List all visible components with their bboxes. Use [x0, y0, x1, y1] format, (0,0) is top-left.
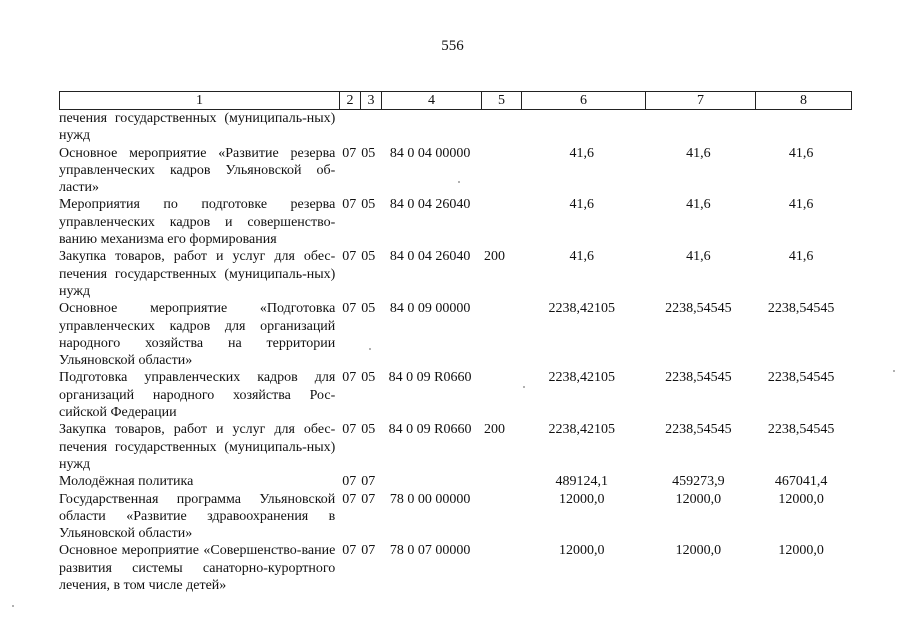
row-subsection: 07	[361, 543, 376, 559]
page-number: 556	[441, 38, 464, 54]
table-body	[59, 110, 849, 594]
row-subsection: 05	[361, 370, 376, 386]
row-value-8: 12000,0	[778, 491, 824, 507]
row-name: Закупка товаров, работ и услуг для обес-печения государственных (муниципаль-ных) нужд	[59, 249, 336, 299]
row-value-7: 41,6	[686, 145, 711, 161]
row-value-8: 2238,54545	[767, 422, 835, 438]
header-col-2: 2	[340, 92, 361, 110]
table-row	[59, 473, 849, 490]
row-target-code: 84 0 09 R0660	[388, 370, 472, 386]
table-row	[59, 196, 849, 248]
table-row	[59, 248, 849, 300]
row-value-6: 12000,0	[558, 543, 605, 559]
row-target-code: 78 0 00 00000	[389, 491, 471, 507]
table-row	[59, 542, 849, 594]
row-target-code: 84 0 04 00000	[389, 145, 471, 161]
row-target-code: 84 0 09 R0660	[388, 422, 472, 438]
scan-speck	[458, 181, 460, 183]
row-subsection: 05	[361, 249, 376, 265]
row-value-6: 41,6	[569, 249, 594, 265]
row-subsection: 05	[361, 301, 376, 317]
scan-speck	[369, 348, 371, 350]
row-target-code: 84 0 09 00000	[389, 301, 471, 317]
row-name: Основное мероприятие «Совершенство-вание развития системы санаторно-курортного лечения, в том числе детей»	[59, 543, 336, 594]
row-section: 07	[342, 422, 357, 438]
row-value-6: 489124,1	[555, 474, 608, 490]
table-row	[59, 421, 849, 473]
row-expense-type: 200	[483, 422, 505, 438]
row-value-8: 2238,54545	[767, 370, 835, 386]
row-name: Основное мероприятие «Развитие резерва управленческих кадров Ульяновской об-ласти»	[59, 145, 336, 196]
row-value-8: 467041,4	[774, 474, 828, 490]
header-col-7: 7	[646, 92, 756, 110]
row-name: Мероприятия по подготовке резерва управленческих кадров и совершенство-ванию механизма его формирования	[59, 197, 336, 248]
row-subsection: 05	[361, 422, 376, 438]
row-value-8: 41,6	[788, 197, 814, 213]
header-col-1: 1	[60, 92, 340, 110]
scan-speck	[893, 370, 895, 372]
row-subsection: 07	[361, 474, 376, 490]
row-value-8: 41,6	[788, 145, 814, 161]
row-target-code: 84 0 04 26040	[389, 197, 471, 213]
row-value-8: 2238,54545	[767, 301, 835, 317]
row-target-code: 78 0 07 00000	[389, 543, 471, 559]
row-section: 07	[342, 491, 357, 507]
row-name: печения государственных (муниципаль-ных) нужд	[59, 111, 336, 144]
row-value-7: 459273,9	[672, 474, 725, 490]
row-subsection: 05	[361, 145, 376, 161]
row-value-8: 41,6	[788, 249, 814, 265]
row-name: Основное мероприятие «Подготовка управленческих кадров для организаций народного хозяйства на территории Ульяновской области»	[59, 301, 336, 369]
header-col-4: 4	[382, 92, 482, 110]
row-target-code: 84 0 04 26040	[389, 249, 471, 265]
header-col-6: 6	[522, 92, 646, 110]
row-value-6: 2238,42105	[548, 370, 615, 386]
row-name: Государственная программа Ульяновской области «Развитие здравоохранения в Ульяновской области»	[59, 491, 336, 542]
row-section: 07	[342, 249, 357, 265]
table-row	[59, 145, 849, 197]
row-value-6: 12000,0	[558, 491, 605, 507]
row-value-6: 41,6	[569, 197, 594, 213]
row-value-7: 12000,0	[675, 491, 722, 507]
row-name: Закупка товаров, работ и услуг для обес-печения государственных (муниципаль-ных) нужд	[59, 422, 336, 472]
row-value-7: 2238,54545	[665, 301, 732, 317]
row-section: 07	[342, 543, 357, 559]
header-col-3: 3	[361, 92, 382, 110]
table-row	[59, 110, 849, 145]
row-value-6: 2238,42105	[548, 301, 615, 317]
table-row	[59, 369, 849, 421]
row-value-7: 41,6	[686, 249, 711, 265]
row-section: 07	[342, 370, 357, 386]
table-header	[59, 91, 852, 110]
row-section: 07	[342, 301, 357, 317]
row-value-6: 41,6	[569, 145, 594, 161]
row-name: Молодёжная политика	[59, 474, 194, 490]
row-section: 07	[342, 145, 357, 161]
row-subsection: 05	[361, 197, 376, 213]
row-value-7: 2238,54545	[665, 370, 732, 386]
row-value-7: 41,6	[686, 197, 711, 213]
row-section: 07	[342, 474, 357, 490]
row-subsection: 07	[361, 491, 376, 507]
row-value-8: 12000,0	[778, 543, 824, 559]
row-name: Подготовка управленческих кадров для организаций народного хозяйства Рос-сийской Федерации	[59, 370, 336, 421]
row-expense-type: 200	[483, 249, 505, 265]
table-row	[59, 491, 849, 543]
scan-speck	[523, 386, 525, 388]
header-col-5: 5	[482, 92, 522, 110]
row-value-7: 12000,0	[675, 543, 722, 559]
row-value-6: 2238,42105	[548, 422, 615, 438]
row-section: 07	[342, 197, 357, 213]
row-value-7: 2238,54545	[665, 422, 732, 438]
table-row	[59, 300, 849, 369]
header-col-8: 8	[756, 92, 852, 110]
scan-speck	[12, 605, 14, 607]
